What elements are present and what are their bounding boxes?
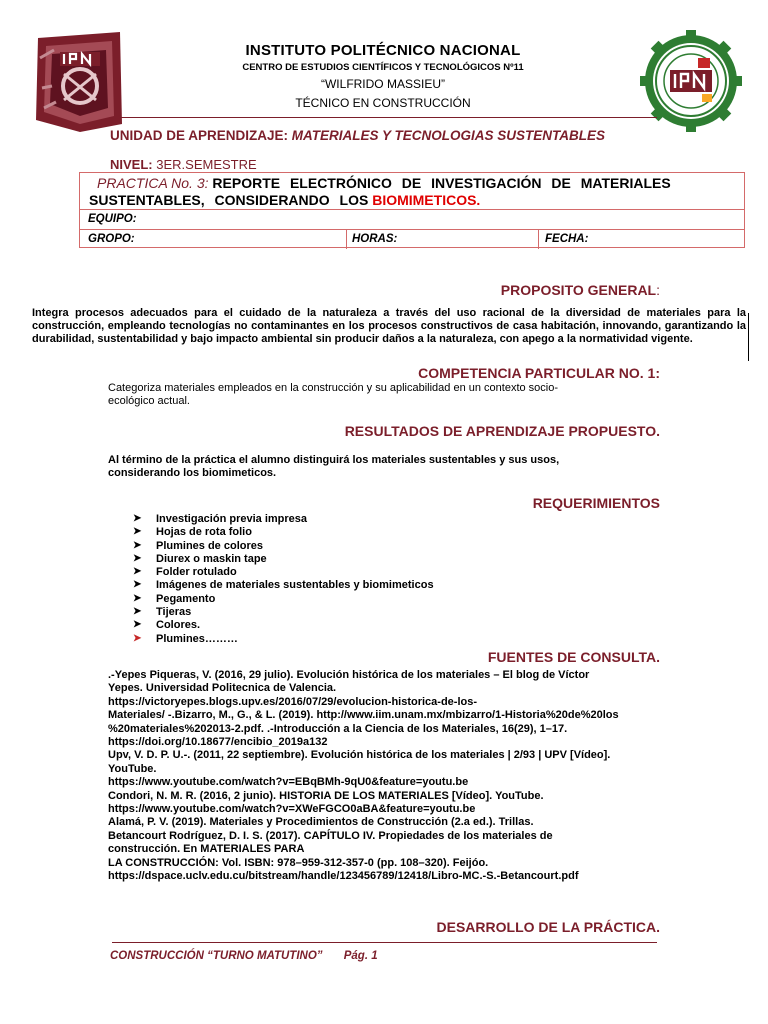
practice-title-text: REPORTE ELECTRÓNICO DE INVESTIGACIÓN DE MATERIALES SUSTENTABLES, CONSIDERANDO LOS <box>89 175 671 208</box>
arrow-bullet-icon: ➤ <box>133 606 142 618</box>
proposito-heading <box>501 282 660 298</box>
cell-divider <box>538 230 539 249</box>
proposito-colon: : <box>656 282 660 298</box>
cell-divider <box>346 230 347 249</box>
unidad-value: MATERIALES Y TECNOLOGIAS SUSTENTABLES <box>291 128 606 143</box>
program-name: TÉCNICO EN CONSTRUCCIÓN <box>295 96 471 110</box>
competencia-line: Categoriza materiales empleados en la construcción y su aplicabilidad en un contexto socio- <box>108 382 559 394</box>
list-item <box>133 579 553 592</box>
institute-initial: I <box>245 42 250 59</box>
reference-line[interactable]: https://www.youtube.com/watch?v=XWeFGCO0aBA&feature=youtu.be <box>108 803 476 816</box>
list-item-text: Pegamento <box>156 592 216 605</box>
ipn-emblem-icon <box>30 28 128 134</box>
fuentes-list <box>108 669 668 884</box>
fuentes-heading: FUENTES DE CONSULTA. <box>487 649 660 665</box>
equipo-row <box>80 209 744 230</box>
list-item-text: Investigación previa impresa <box>156 513 308 525</box>
horas-label: HORAS: <box>352 233 398 245</box>
center-name: CENTRO DE ESTUDIOS CIENTÍFICOS Y TECNOLÓGICOS Nº11 <box>242 62 524 73</box>
arrow-bullet-icon: ➤ <box>133 566 142 578</box>
reference-line: Materiales/ -.Bizarro, M., G., & L. (2019). http://www.iim.unam.mx/mbizarro/1-Historia%20de%20los <box>108 709 619 722</box>
reference-line: Upv, V. D. P. U.-. (2011, 22 septiembre). Evolución histórica de los materiales | 2/93 | UPV [Vídeo]. <box>108 749 611 762</box>
arrow-bullet-icon: ➤ <box>133 632 142 644</box>
proposito-heading-text: PROPOSITO GENERAL <box>500 282 657 298</box>
list-item <box>133 526 553 539</box>
footer-page: Pág. 1 <box>343 950 378 962</box>
nivel-label: NIVEL: <box>110 157 153 172</box>
nivel-line <box>110 157 257 172</box>
reference-line[interactable]: https://dspace.uclv.edu.cu/bitstream/handle/123456789/12418/Libro-MC.-S.-Betancourt.pdf <box>108 870 579 883</box>
footer-divider <box>112 942 657 943</box>
fecha-label: FECHA: <box>545 233 589 245</box>
arrow-bullet-icon: ➤ <box>133 552 142 564</box>
practice-table <box>79 172 745 248</box>
practice-highlight: BIOMIMETICOS. <box>372 192 481 208</box>
resultados-text <box>108 454 668 480</box>
resultados-line: considerando los biomimeticos. <box>108 467 277 480</box>
competencia-text <box>108 382 668 408</box>
arrow-bullet-icon: ➤ <box>133 592 142 604</box>
resultados-line: Al término de la práctica el alumno distinguirá los materiales sustentables y sus usos, <box>108 454 560 466</box>
footer <box>110 950 378 962</box>
reference-line: LA CONSTRUCCIÓN: Vol. ISBN: 978–959-312-357-0 (pp. 108–320). Feijóo. <box>108 856 489 869</box>
reference-line: construcción. En MATERIALES PARA <box>108 843 305 856</box>
reference-line: Betancourt Rodríguez, D. I. S. (2017). CAPÍTULO IV. Propiedades de los materiales de <box>108 829 553 842</box>
arrow-bullet-icon: ➤ <box>133 513 142 524</box>
list-item <box>133 606 553 619</box>
grupo-row <box>80 229 744 249</box>
unidad-label: UNIDAD DE APRENDIZAJE: <box>110 128 289 143</box>
requerimientos-heading: REQUERIMIENTOS <box>532 495 660 511</box>
list-item <box>133 553 553 566</box>
reference-line: Alamá, P. V. (2019). Materiales y Procedimientos de Construcción (2.a ed.). Trillas. <box>108 816 534 829</box>
reference-line: Condori, N. M. R. (2016, 2 junio). HISTORIA DE LOS MATERIALES [Vídeo]. YouTube. <box>108 789 544 802</box>
list-item <box>133 566 553 579</box>
reference-line: Yepes. Universidad Politecnica de Valencia. <box>108 682 337 695</box>
arrow-bullet-icon: ➤ <box>133 579 142 591</box>
footer-text: CONSTRUCCIÓN “TURNO MATUTINO” <box>110 950 323 962</box>
list-item <box>133 619 553 632</box>
list-item-text: Imágenes de materiales sustentables y biomimeticos <box>156 579 434 592</box>
reference-line: .-Yepes Piqueras, V. (2016, 29 julio). Evolución histórica de los materiales – El blog de Víctor <box>108 669 590 681</box>
reference-line: %20materiales%202013-2.pdf. .-Introducción a la Ciencia de los Materiales, 16(29), 1–17. <box>108 722 568 735</box>
list-item-text: Hojas de rota folio <box>156 526 252 539</box>
nivel-value: 3ER.SEMESTRE <box>156 157 257 172</box>
practice-title <box>89 175 739 209</box>
practice-label: PRACTICA No. 3: <box>97 175 209 191</box>
list-item-text: Plumines de colores <box>156 539 263 552</box>
institute-name <box>190 42 576 59</box>
equipo-label: EQUIPO: <box>88 213 137 225</box>
list-item <box>133 540 553 553</box>
reference-line: YouTube. <box>108 762 157 775</box>
list-item-text: Diurex o maskin tape <box>156 552 267 565</box>
competencia-heading: COMPETENCIA PARTICULAR NO. 1: <box>418 365 660 381</box>
reference-line[interactable]: https://victoryepes.blogs.upv.es/2016/07/29/evolucion-historica-de-los- <box>108 695 478 708</box>
arrow-bullet-icon: ➤ <box>133 619 142 631</box>
list-item-text: Folder rotulado <box>156 566 237 579</box>
arrow-bullet-icon: ➤ <box>133 526 142 538</box>
list-item <box>133 633 553 646</box>
desarrollo-heading: DESARROLLO DE LA PRÁCTICA. <box>436 919 660 935</box>
resultados-heading: RESULTADOS DE APRENDIZAJE PROPUESTO. <box>344 423 660 439</box>
reference-line[interactable]: https://doi.org/10.18677/encibio_2019a132 <box>108 736 328 749</box>
grupo-label: GROPO: <box>88 233 135 245</box>
competencia-line: ecológico actual. <box>108 395 190 408</box>
list-item <box>133 513 553 526</box>
proposito-text: Integra procesos adecuados para el cuidado de la naturaleza a través del uso racional de la diversidad de materiales para la construcción, empleando tecnologías no contaminantes en los procesos constructivos de casa habitación, innovando, garantizando la durabilidad, sustentabilidad y bajo impacto ambiental sin producir daños a la naturaleza, con apego a la normatividad vigente. <box>32 307 746 346</box>
list-item-text: Colores. <box>156 619 201 632</box>
institute-rest: NSTITUTO POLITÉCNICO NACIONAL <box>249 42 521 59</box>
list-item <box>133 593 553 606</box>
unidad-line <box>110 128 605 143</box>
list-item-text: Tijeras <box>156 606 192 619</box>
arrow-bullet-icon: ➤ <box>133 539 142 551</box>
margin-bar <box>748 313 749 361</box>
requerimientos-list <box>133 513 553 646</box>
school-name: “WILFRIDO MASSIEU” <box>320 77 445 91</box>
list-item-text: Plumines……… <box>156 632 238 645</box>
header-divider <box>112 117 657 118</box>
reference-line[interactable]: https://www.youtube.com/watch?v=EBqBMh-9qU0&feature=youtu.be <box>108 776 469 789</box>
